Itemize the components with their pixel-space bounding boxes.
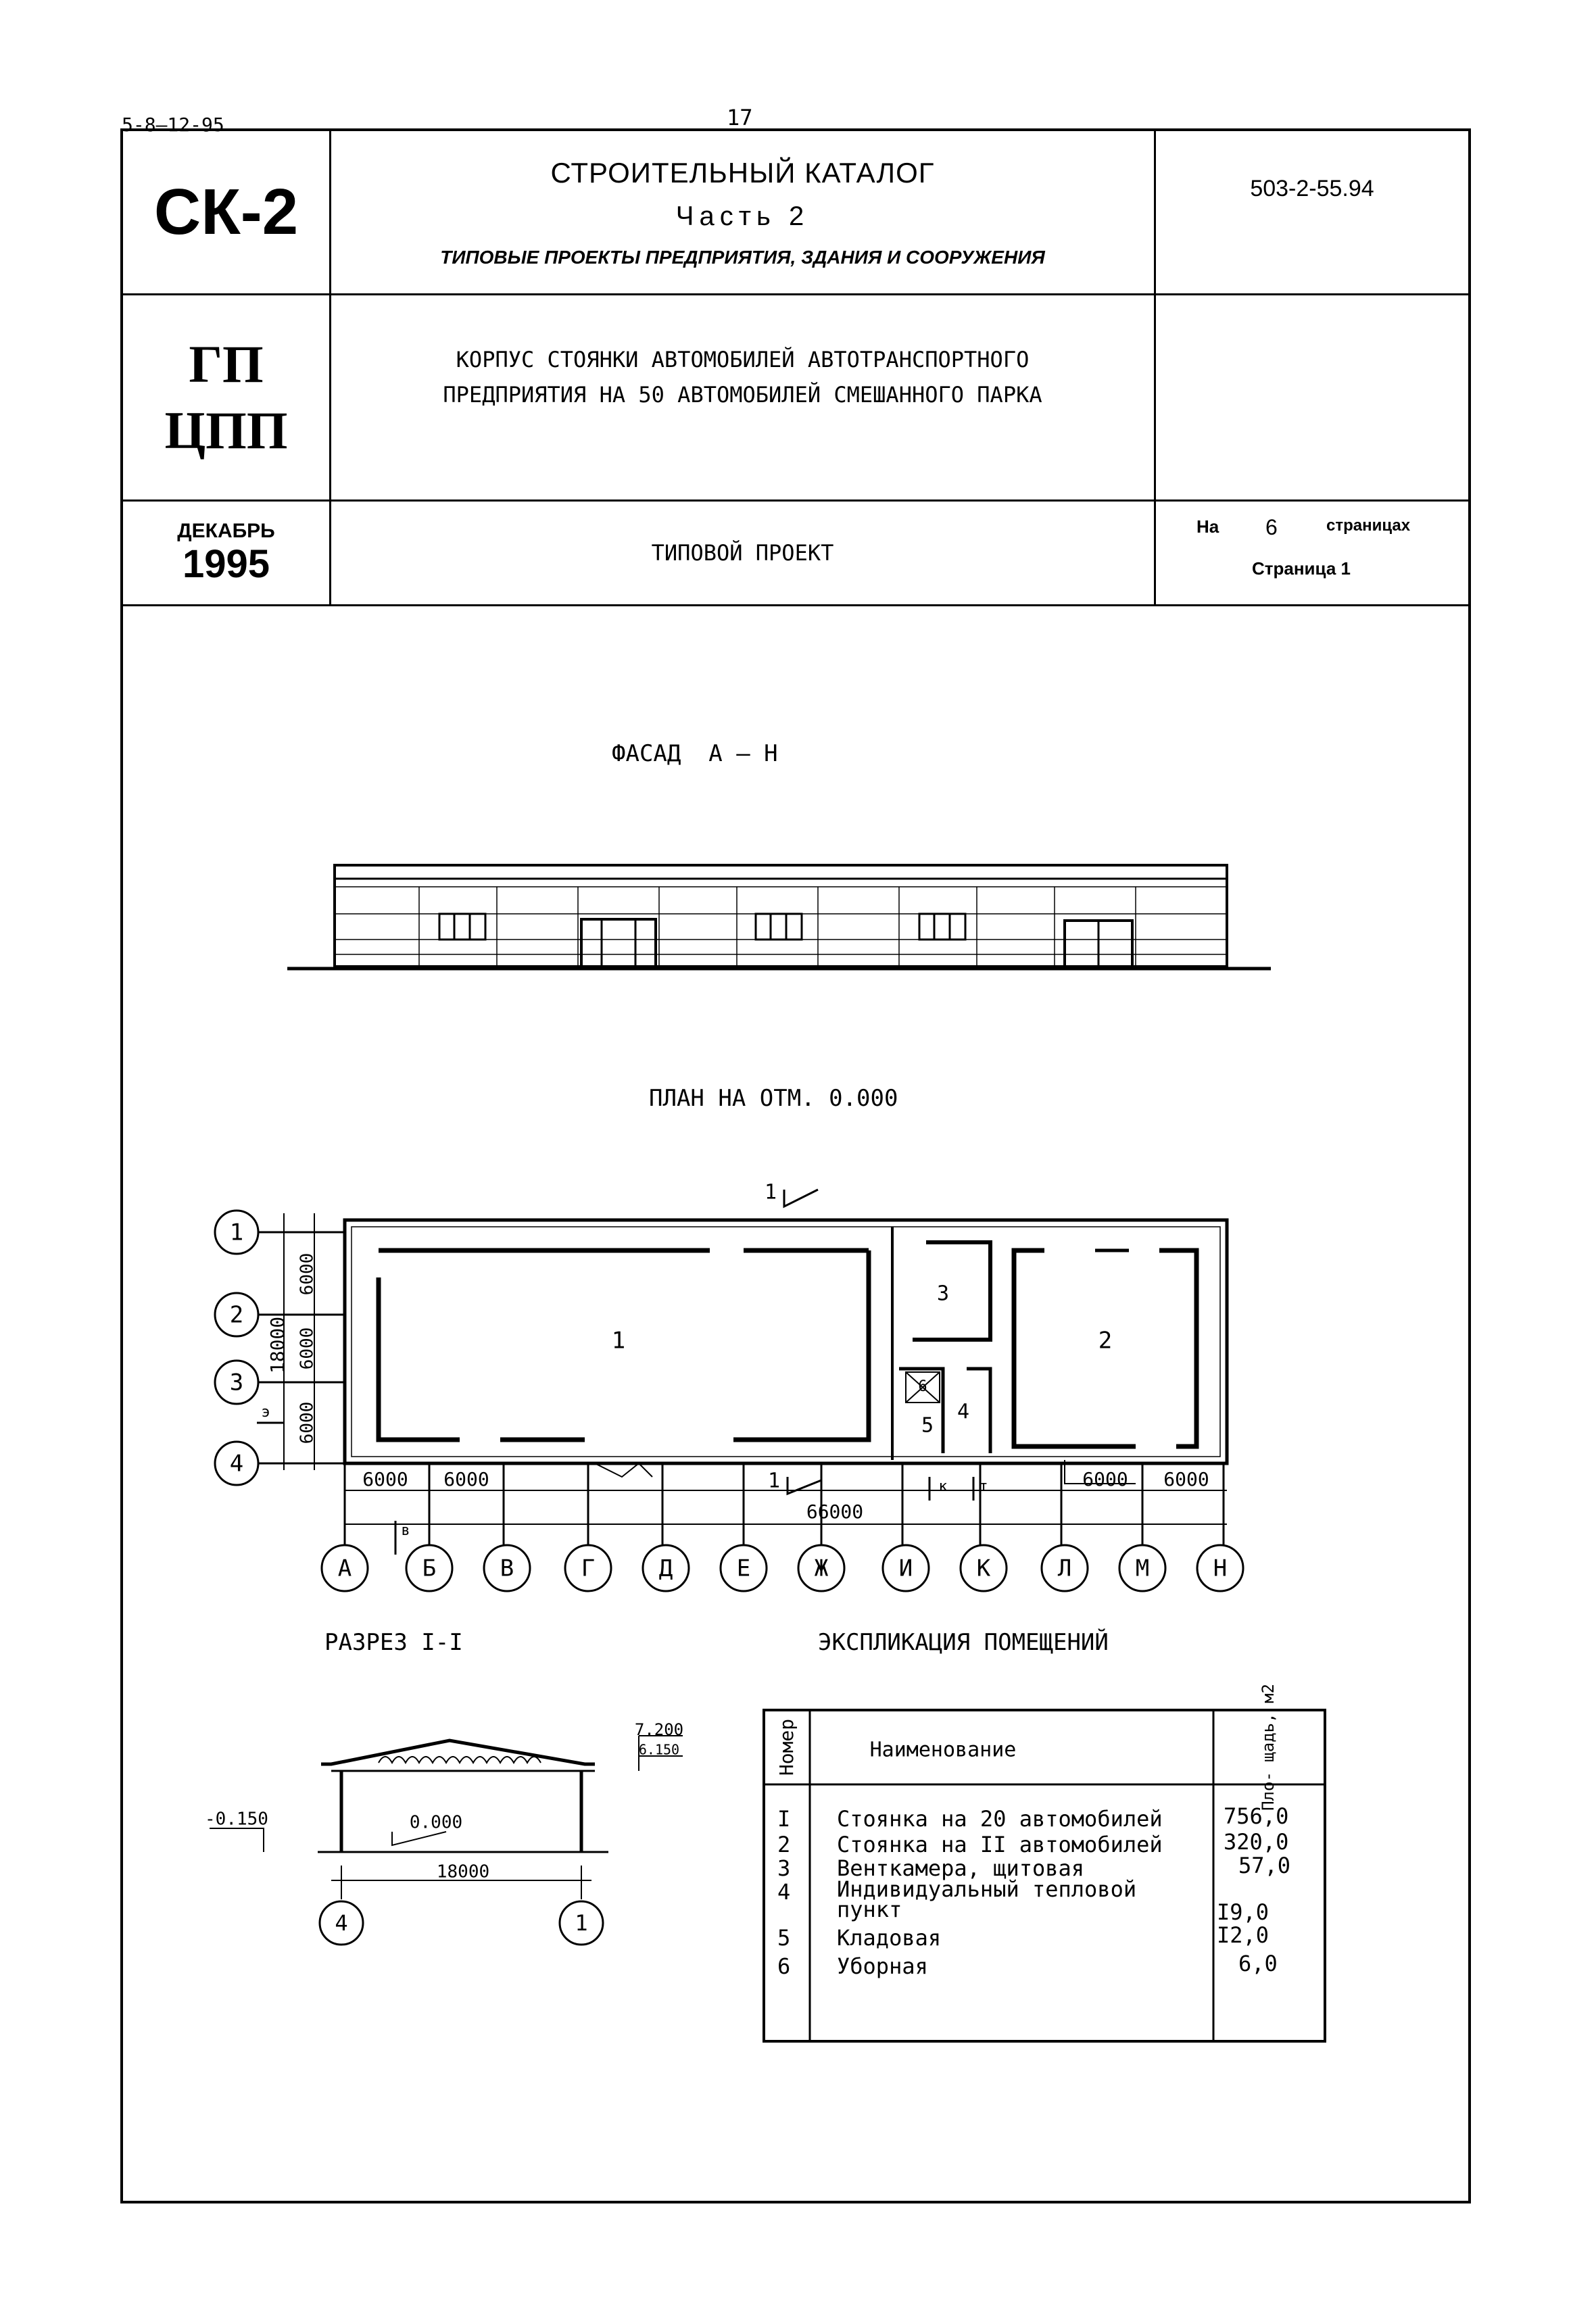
mark-k: к [938, 1478, 948, 1495]
plan-title: ПЛАН НА ОТМ. 0.000 [649, 1085, 898, 1112]
room-label-5: 5 [921, 1413, 934, 1438]
facade-title: ФАСАД А – Н [612, 740, 778, 767]
table-row-1-area: 756,0 [1224, 1803, 1289, 1829]
facade-elevation [287, 865, 1271, 969]
axis-row-1: 1 [229, 1219, 244, 1246]
table-header-name: Наименование [869, 1738, 1017, 1762]
mark-v: в [401, 1522, 410, 1539]
section-title: РАЗРЕЗ I-I [324, 1629, 463, 1656]
section-level-eave: 6.150 [638, 1741, 680, 1758]
axis-col-n: Н [1213, 1555, 1228, 1582]
section-span: 18000 [436, 1861, 490, 1882]
table-row-5-num: 5 [777, 1925, 791, 1951]
section-code-line1: ГП [189, 335, 264, 393]
catalog-subtitle: ТИПОВЫЕ ПРОЕКТЫ ПРЕДПРИЯТИЯ, ЗДАНИЯ И СООРУЖЕНИЯ [440, 246, 1045, 268]
doc-type: ТИПОВОЙ ПРОЕКТ [651, 540, 834, 566]
axis-col-l: Л [1057, 1555, 1072, 1582]
mark-t: т [979, 1478, 988, 1495]
series-code: СК-2 [153, 176, 299, 248]
pages-count: 6 [1265, 515, 1278, 539]
table-row-3-num: 3 [777, 1855, 791, 1881]
room-label-3: 3 [936, 1282, 950, 1306]
pages-prefix: На [1196, 516, 1219, 537]
table-row-1-num: I [777, 1806, 791, 1832]
axis-col-g: Г [581, 1555, 596, 1582]
pages-suffix: страницах [1326, 516, 1411, 535]
axis-col-m: М [1135, 1555, 1150, 1582]
table-row-5-area: I2,0 [1217, 1922, 1269, 1948]
room-label-1: 1 [611, 1327, 626, 1355]
project-title-line2: ПРЕДПРИЯТИЯ НА 50 АВТОМОБИЛЕЙ СМЕШАННОГО ПАРКА [443, 382, 1042, 408]
section-level-top: 7.200 [634, 1720, 684, 1739]
floor-plan [345, 1220, 1227, 1484]
dim-right-2: 6000 [1163, 1468, 1209, 1490]
section-code-line2: ЦПП [164, 401, 288, 460]
dim-total-horizontal: 66000 [806, 1501, 864, 1523]
room-label-4: 4 [957, 1400, 970, 1424]
dim-vertical-bay-3: 6000 [297, 1401, 318, 1444]
dim-vertical-bay-2: 6000 [297, 1327, 318, 1370]
table-row-2-num: 2 [777, 1832, 791, 1857]
table-row-4-area: I9,0 [1217, 1899, 1269, 1925]
table-row-3-name: Венткамера, щитовая [837, 1855, 1085, 1881]
axis-col-d: Д [658, 1555, 673, 1582]
table-row-1-name: Стоянка на 20 автомобилей [837, 1806, 1163, 1832]
page-label: Страница 1 [1252, 558, 1351, 579]
dim-left-1: 6000 [362, 1468, 408, 1490]
axis-col-v: В [500, 1555, 514, 1582]
document-code: 5-8—12-95 [122, 114, 224, 136]
year: 1995 [182, 542, 270, 587]
dim-vertical-total: 18000 [266, 1316, 289, 1374]
section-axis-right: 1 [575, 1910, 588, 1936]
axis-col-b: Б [422, 1555, 437, 1582]
table-row-5-name: Кладовая [837, 1925, 942, 1951]
axis-row-3: 3 [229, 1369, 244, 1396]
table-header-number: Номер [775, 1718, 798, 1776]
axis-col-k: К [976, 1555, 991, 1582]
month: ДЕКАБРЬ [177, 520, 275, 543]
table-row-4-num: 4 [777, 1879, 791, 1905]
table-row-6-area: 6,0 [1238, 1951, 1278, 1976]
page-number: 17 [727, 105, 753, 130]
table-row-3-area: 57,0 [1238, 1853, 1291, 1878]
axis-row-2: 2 [229, 1301, 244, 1329]
table-row-4-name: Индивидуальный тепловой пункт [837, 1876, 1137, 1922]
section-mark-top: 1 [764, 1180, 777, 1204]
catalog-title: СТРОИТЕЛЬНЫЙ КАТАЛОГ [550, 156, 935, 189]
section-level-floor: 0.000 [409, 1812, 463, 1833]
section-axis-left: 4 [335, 1910, 348, 1936]
project-title-line1: КОРПУС СТОЯНКИ АВТОМОБИЛЕЙ АВТОТРАНСПОРТНОГО [456, 347, 1030, 372]
dim-right-1: 6000 [1082, 1468, 1128, 1490]
axis-col-a: А [337, 1555, 352, 1582]
catalog-part: Часть 2 [675, 201, 810, 231]
section-level-ground: -0.150 [205, 1809, 268, 1830]
mark-e: э [261, 1404, 270, 1421]
section-mark-bottom: 1 [767, 1469, 781, 1493]
axis-col-i: И [898, 1555, 913, 1582]
axis-col-zh: Ж [814, 1555, 829, 1582]
room-label-2: 2 [1098, 1327, 1113, 1355]
explication-title: ЭКСПЛИКАЦИЯ ПОМЕЩЕНИЙ [818, 1629, 1109, 1656]
section-drawing [210, 1736, 683, 1945]
table-row-6-num: 6 [777, 1953, 791, 1979]
section-cut-marks [257, 1190, 973, 1555]
axis-row-4: 4 [229, 1450, 244, 1478]
room-label-6: 6 [918, 1378, 927, 1395]
project-code: 503-2-55.94 [1250, 175, 1374, 201]
table-row-2-area: 320,0 [1224, 1829, 1289, 1855]
table-row-6-name: Уборная [837, 1953, 928, 1979]
table-row-2-name: Стоянка на II автомобилей [837, 1832, 1163, 1857]
axis-col-e: Е [736, 1555, 751, 1582]
dim-vertical-bay-1: 6000 [297, 1252, 318, 1296]
dim-left-2: 6000 [443, 1468, 489, 1490]
table-header-area: Пло- щадь, м2 [1259, 1684, 1278, 1811]
